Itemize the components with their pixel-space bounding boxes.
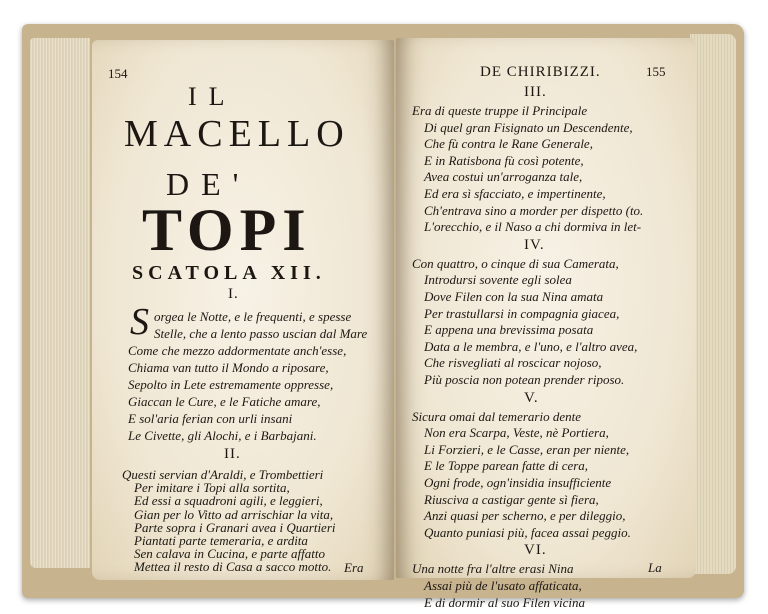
verse-line: E sol'aria ferian con urli insani [128, 411, 293, 426]
verse-line: L'orecchio, e il Naso a chi dormiva in let- [424, 219, 642, 235]
catchword: Era [344, 559, 364, 575]
drop-cap: S [130, 301, 149, 343]
page-number: 154 [108, 66, 128, 81]
page-number: 155 [646, 64, 666, 79]
title-line-scatola: SCATOLA XII. [132, 262, 326, 284]
verse-line: Ed essi a squadroni agili, e leggieri, [134, 493, 323, 509]
title-line-macello: MACELLO [124, 113, 350, 155]
verse-line: Come che mezzo addormentate anch'esse, [128, 343, 347, 358]
verse-line: Dove Filen con la sua Nina amata [424, 289, 604, 304]
page-edges-left [30, 38, 90, 568]
verse-line: Sicura omai dal temerario dente [412, 408, 581, 424]
verse-line: Stelle, che a lento passo uscian dal Mare [154, 326, 368, 341]
verse-line: Per trastullarsi in compagnia giacea, [424, 305, 620, 321]
stanza-numeral: I. [228, 286, 239, 302]
verse-line: Data a le membra, e l'uno, e l'altro avea, [424, 338, 638, 354]
verse-line: Assai più de l'usato affaticata, [424, 578, 582, 593]
verse-line: Per imitare i Topi alla sortita, [134, 480, 290, 496]
verse-line: Piantati parte temeraria, e ardita [134, 533, 308, 548]
verse-line: Anzi quasi per scherno, e per dileggio, [424, 508, 626, 524]
verse-line: Di quel gran Fisignato un Descendente, [424, 119, 633, 135]
verse-line: E appena una brevissima posata [424, 322, 594, 338]
catchword: La [648, 560, 662, 575]
verse-line: Gian per lo Vitto ad arrischiar la vita, [134, 506, 334, 522]
verse-line: Sepolto in Lete estremamente oppresse, [128, 377, 334, 392]
right-page [396, 38, 696, 610]
verse-line: Li Forzieri, e le Casse, eran per niente, [424, 441, 630, 457]
verse-line: Quanto puniasi più, facea assai peggio. [424, 524, 631, 540]
verse-line: E le Toppe parean fatte di cera, [424, 458, 589, 474]
stanza-numeral: IV. [524, 236, 545, 253]
verse-line: Una notte fra l'altre erasi Nina [412, 561, 574, 577]
verse-line: Ed era sì sfacciato, e impertinente, [424, 186, 606, 201]
verse-line: Sen calava in Cucina, e parte affatto [134, 546, 325, 562]
verse-line: Riusciva a castigar gente sì fiera, [424, 491, 599, 507]
verse-line: Ch'entrava sino a morder per dispetto (to. [424, 202, 644, 218]
running-head: DE CHIRIBIZZI. [480, 64, 601, 80]
stanza-numeral: VI. [524, 542, 547, 559]
verse-line: Le Civette, gli Alochi, e i Barbajani. [128, 428, 317, 443]
verse-line: Chiama van tutto il Mondo a riposare, [128, 360, 329, 375]
verse-line: Avea costui un'arroganza tale, [424, 169, 583, 185]
verse-line: E in Ratisbona fù così potente, [424, 152, 584, 168]
verse-line: Introdursi sovente egli solea [424, 272, 572, 288]
verse-line: Parte sopra i Granari avea i Quartieri [134, 519, 336, 535]
verse-line: Più poscia non potean prender riposo. [424, 372, 625, 387]
title-line-topi: TOPI [142, 197, 312, 263]
verse-line: Era di queste truppe il Principale [412, 103, 588, 118]
verse-line: Che fù contra le Rane Generale, [424, 136, 593, 152]
stanza-numeral: III. [524, 84, 547, 100]
verse-line: Questi servian d'Araldi, e Trombettieri [122, 467, 324, 482]
verse-line: Mettea il resto di Casa a sacco motto. [134, 559, 332, 575]
title-line-il: IL [188, 82, 237, 111]
verse-line: E di dormir al suo Filen vicina [424, 594, 586, 610]
stanza-numeral: II. [224, 446, 241, 462]
verse-line: Con quattro, o cinque di sua Camerata, [412, 255, 619, 271]
left-page [92, 40, 394, 580]
verse-line: Giaccan le Cure, e le Fatiche amare, [128, 394, 321, 409]
verse-line: Che risvegliati al roscicar nojoso, [424, 355, 602, 371]
title-line-de: DE' [166, 166, 251, 202]
stanza-numeral: V. [524, 389, 539, 406]
verse-line: Non era Scarpa, Veste, nè Portiera, [424, 425, 609, 441]
verse-line: Ogni frode, ogn'insidia insufficiente [424, 475, 612, 490]
verse-line: orgea le Notte, e le frequenti, e spesse [154, 309, 352, 324]
page-edges-right [690, 34, 736, 574]
